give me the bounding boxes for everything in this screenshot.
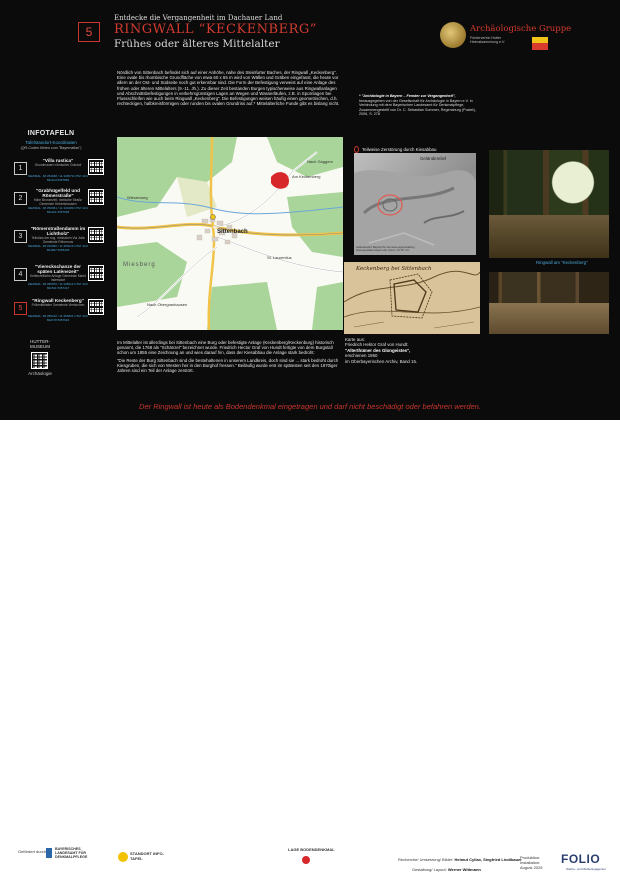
tour-item-1[interactable]: 1 "Villa rustica" Grundmauern römischer Gutshof DEZIMAL: 48.354948 / 11.340579 UTM: 32U 691124 5357860: [14, 158, 104, 188]
seal-icon: [440, 22, 466, 48]
bodendenkmal-label: LAGE BODENDENKMAL: [288, 847, 335, 852]
folio-subtitle: Werbe- und Marketingagentur: [566, 867, 606, 871]
intro-text: Nördlich von Sittenbach befindet sich auf einer Anhöhe, nahe des Steinfurter Baches, der Ringwall „Keckenberg“. Eine ovale bis rhombische Grundfläche von etwa 60 x 65 m wird von Wällen und Gräben eingefasst, die heute vor allem an der Ost- und Südseite noch gut erkennbar sind. Die Form der Befestigung verweist auf eine Anlage des frühen oder älteren Mittelalters (9.-11. Jh.). Zu dieser Zeit bestanden Burgen typischerweise aus Ringwallanlagen und Abschnittsbefestigungen in verkehrsgünstigen Lagen an Wegen und Wasserläufen, z.B. in Spornlagen bei Flussschleifen wie auch beim Ringwall „Keckenberg“. Die Befestigungen weisen häufig einen geometrischen, d.h. rechteckigen, halbkreisförmigen oder runden bis ovalen Grundriss auf.* Mittelalterliche Funde gibt es bislang nicht.: [117, 70, 340, 107]
lfd-name: BAYERISCHES LANDESAMT FÜR DENKMALPFLEGE: [55, 847, 88, 860]
map-label: Wiesenweg: [127, 195, 148, 200]
qr-code-icon[interactable]: [88, 299, 104, 315]
board-number: 5: [78, 22, 100, 42]
relief-label: Geländerelief: [420, 156, 447, 161]
board-subtitle: Entdecke die Vergangenheit im Dachauer Land: [114, 14, 283, 22]
map-label: Nach Gaggers: [307, 159, 333, 164]
qr-code-icon[interactable]: [88, 265, 104, 281]
rampart-photo: [489, 272, 609, 334]
archaeology-label: Archäologie: [28, 371, 52, 376]
history-text: Im Mittelalter ist allerdings bei Sittenbach eine Burg oder befestigte Anlage (Keckenberg/Keckenburg) historisch genannt, die 1768 als "Schänzel" bezeichnet wurde. Friedrich Hector Graf von Hundt fertigte von dem Burgstall schon um 1855 eine Zeichnung an und wies darauf hin, dass der Kiesabbau die Anlage stark bedroht: "Die Reste der Burg Sittenbach sind die bestehaltenen in unserem Landkreis, doch sind sie ... stark bedroht durch Kiesgruben, die sich von Westen her in den Burghof fressen." Beiläufig wurde erst im spätesten seit den 1970iger Jahren sind ein Teil der Anlage zerstört.: [117, 340, 339, 374]
footnote-quote: * "Archäologie in Bayern – Fenster zur Vergangenheit", herausgegeben von der Gesellschaft für Archäologie in Bayern e.V. in Verbindung mit dem Bayerischen Landesamt für Denkmalpflege, Zusammengestellt von Dr. C. Sebastian Sommer, Regensburg (Pustet), 2006, S. 278: [359, 94, 476, 116]
lfd-logo-icon: [46, 848, 52, 858]
relief-image: [354, 153, 476, 255]
map-label: Am Keckenberg: [292, 174, 321, 179]
qr-code-icon[interactable]: [88, 227, 104, 243]
sketch-caption: Karte aus: Friedrich Hektor Graf von Hundt: "Alterthümer des Glongeistes", erschienen 1860 im Oberbayerischen Archiv, Band 15.: [345, 337, 418, 364]
production-info: Produktion: Installation: August 2025: [520, 855, 543, 870]
brand-name: Archäologische Gruppe: [470, 24, 572, 34]
qr-code-icon[interactable]: [88, 189, 104, 205]
historic-sketch: [344, 262, 480, 334]
map-label-sittenbach: Sittenbach: [217, 229, 248, 235]
qr-code-icon[interactable]: [88, 159, 104, 175]
tour-item-4[interactable]: 4 "Viereckschanze der späten Latènezeit" Keltenzeitliche Anlage Gemeinde Markt Indersdorf DEZIMAL: 48.350870 / 11.345912 UTM: 32U 691511 5357417: [14, 264, 104, 294]
map-label-miesberg: Miesberg: [123, 262, 156, 268]
infotafeln-subheading: Tafelstandort-Koordinaten (QR-Codes führen zum "Bayernatlas"): [20, 140, 82, 150]
folio-logo: FOLIO: [561, 852, 601, 866]
tour-item-3[interactable]: 3 "Römerstraßendamm im Lichtholz" Teilstück der sog. römischen Via Julia Gemeinde Röhrmoos DEZIMAL: 48.332960 / 11.350219 UTM: 32U 691897 5355445: [14, 226, 104, 256]
qr-code-icon[interactable]: [31, 352, 48, 369]
map-label: Nach Obergrashausen: [147, 302, 188, 307]
sketch-title: Keckenberg bei Sittenbach: [356, 266, 432, 272]
infotafeln-heading: INFOTAFELN: [27, 130, 75, 137]
board-period: Frühes oder älteres Mittelalter: [114, 38, 280, 50]
location-map: [117, 137, 343, 330]
tour-item-5[interactable]: 5 "Ringwall Keckenberg" Frühmittelalter Gemeinde Vierkirchen DEZIMAL: 48.355142 / 11.354801 UTM: 32U 692178 5357924: [14, 298, 104, 328]
museum-logo-icon: [532, 37, 548, 50]
standort-label: STANDORT INFO-TAFEL: [130, 851, 164, 861]
location-pin-icon: [118, 852, 128, 862]
sponsor-footer: [0, 420, 620, 872]
ellipse-icon: [354, 146, 359, 153]
credits-layout: Gestaltung/ Layout: Werner Wittmann: [412, 867, 481, 872]
map-label: St. Laurentius: [267, 255, 292, 260]
funded-label: Gefördert durch: [18, 849, 47, 854]
tour-item-2[interactable]: 2 "Grabhügelfeld und Römerstraße" frühe Bronzezeit, römische Straße Gemeinde Hebertshausen DEZIMAL: 48.352961 / 11.340183 UTM: 32U 691101 5357638: [14, 188, 104, 218]
forest-photo: [489, 150, 609, 258]
credits-research: Recherche/ Umsetzung/ Bilder: Helmut Cyllax, Siegfried Lindlbauer: [398, 857, 522, 862]
hutter-museum-label: HUTTER-MUSEUM: [30, 339, 50, 350]
warning-text: Der Ringwall ist heute als Bodendenkmal eingetragen und darf nicht beschädigt oder befahren werden.: [139, 402, 481, 411]
brand-subtitle: Förderverein Hutter Heimatsammlung e.V.: [470, 36, 506, 45]
relief-caption: Geländerelief: Bayerische Vermessungsverwaltung (www.geodaten.bayern.de) Lizenz: CC BY 4.0: [356, 246, 415, 253]
photo-caption: Ringwall am "Keckenberg": [536, 260, 588, 265]
info-board: [0, 0, 620, 420]
site-marker-icon: [302, 856, 310, 864]
lidar-tag: Teilweise Zerstörung durch Kiesabbau: [354, 146, 436, 153]
board-title: RINGWALL “KECKENBERG”: [114, 22, 317, 37]
